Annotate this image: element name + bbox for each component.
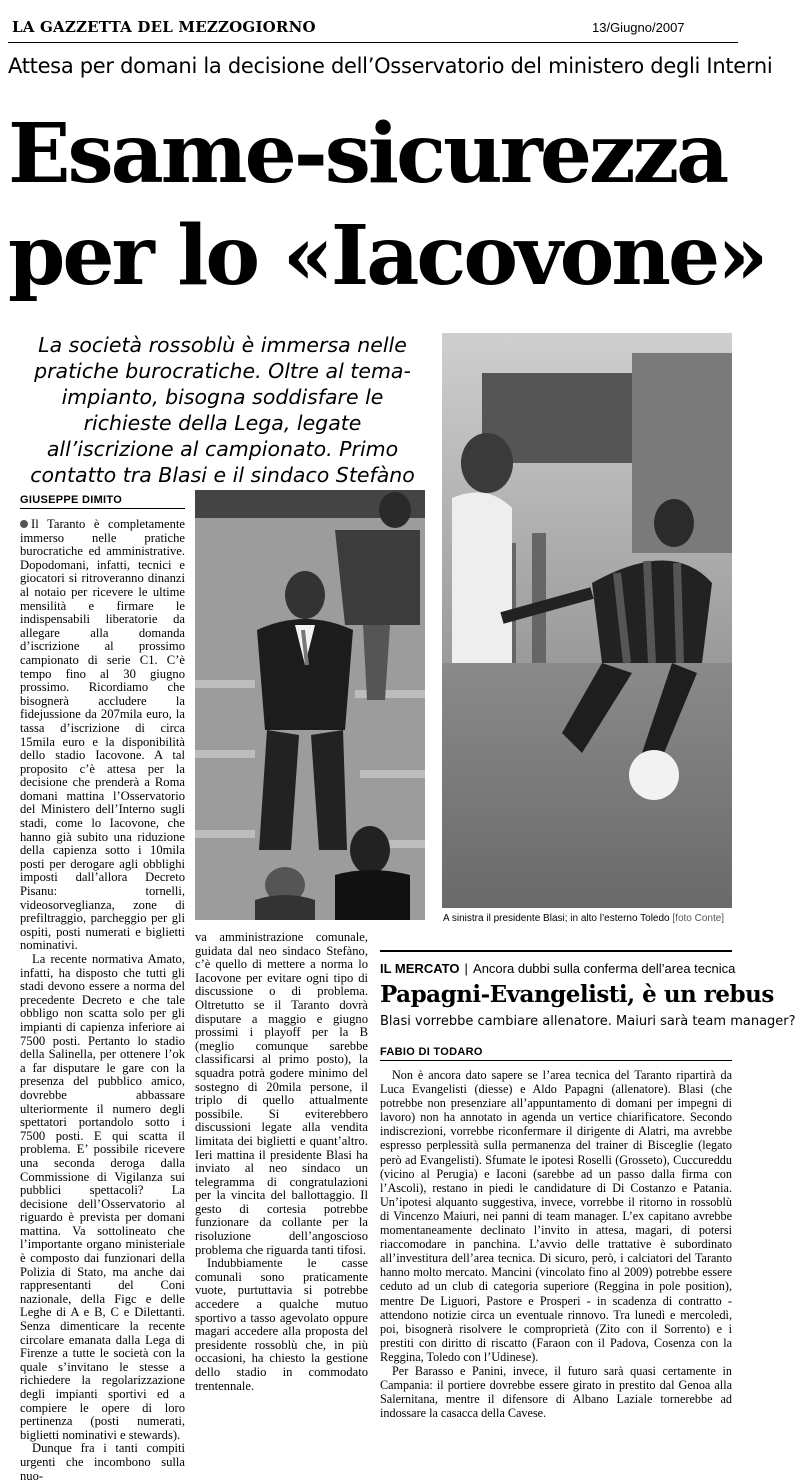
issue-date: 13/Giugno/2007: [592, 20, 685, 35]
mercato-subtitle: Ancora dubbi sulla conferma dell’area tecnica: [473, 961, 736, 976]
photo-president: [195, 490, 425, 920]
photo-player: [442, 333, 732, 908]
col1-paragraph-3: Dunque fra i tanti compiti urgenti che incombono sulla nuo-: [20, 1441, 185, 1483]
photo-credit: [foto Conte]: [672, 913, 725, 924]
mercato-byline-rule: [380, 1060, 732, 1061]
president-photo-image: [195, 490, 425, 920]
mercato-byline: FABIO DI TODARO: [380, 1046, 483, 1058]
col2-paragraph-2: Indubbiamente le casse comunali sono praticamente vuote, purtuttavia si potrebbe accedere a qualche mutuo sportivo a tasso agevolato oppure magari accedere alla proposta del presidente rossoblù che, in più occasioni, ha chiesto la gestione dello stadio in commodato trentennale.: [195, 1256, 368, 1393]
mercato-body: [380, 1068, 732, 1421]
article-kicker: Attesa per domani la decisione dell’Osservatorio del ministero degli Interni: [8, 54, 773, 78]
article-headline: [8, 103, 766, 307]
col1-paragraph-2: La recente normativa Amato, infatti, ha disposto che tutti gli stadi devono essere a norma del precedente Decreto e che tale obbligo non scatta solo per gli impianti di capienza inferiore ai 7500 posti. Pertanto lo stadio della Salinella, per ottenere l’ok a far disputare le gare con la presenza del pubblico amico, dovrebbe abbassare ulteriormente il numero degli spettatori portandolo sotto i 7500 posti. E qui scatta il problema. E’ possibile ricevere una seconda deroga dalla Commissione di Vigilanza sui pubblici spettacoli? La decisione dell’Osservatorio al riguardo è prevista per domani mattina. Va sottolineato che l’importante organo ministeriale è composto dai funzionari della Polizia di Stato, ma anche dai rappresentanti del Coni nazionale, della Figc e delle Leghe di A e B, C e Dilettanti. Senza dimenticare la recente circolare emanata dalla Lega di Firenze a tutte le società con la quale s’invitano le stesse a richiedere la regolarizzazione degli impianti sportivi ed a compiere le opere di loro pertinenza (posti numerati, biglietti nominativi e stewards).: [20, 952, 185, 1442]
mercato-label-row: [380, 958, 740, 977]
byline-rule: [20, 508, 185, 509]
mercato-deck: Blasi vorrebbe cambiare allenatore. Maiuri sarà team manager?: [380, 1014, 796, 1029]
mercato-rule: [380, 950, 732, 952]
player-photo-image: [442, 333, 732, 908]
mercato-paragraph-1: Non è ancora dato sapere se l’area tecnica del Taranto ripartirà da Luca Evangelisti (diesse) e Aldo Papagni (allenatore). Blasi (che potrebbe non presenziare all’appuntamento di domani per impegni di lavoro) non ha annotato in agenda un vertice chiarificatore. Secondo indiscrezioni, vorrebbe riconfermare il dirigente di Alatri, ma avrebbe espresso perplessità sulla permanenza del trainer di Bisceglie (legato però ad Evangelisti). Sfumate le ipotesi Roselli (Grosseto), Cuccureddu (vicino al Perugia) e Iaconi (sarebbe ad un passo dalla firma con l’Ascoli), restano in piedi le candidature di Di Costanzo e Patania. Un’ipotesi alquanto suggestiva, invece, vorrebbe il ritorno in rossoblù di Vincenzo Maiuri, nei panni di team manager. L’ex capitano avrebbe momentaneamente declinato l’invito in attesa, magari, di potersi riaccomodare in panchina. L’avvio delle trattative è subordinato all’investitura dell’area tecnica. Di sicuro, però, i calciatori del Taranto hanno molto mercato. Mancini (vincolato fino al 2009) potrebbe essere ceduto ad un club di categoria superiore (Reggina in pole position), mentre De Liguori, Pastore e Prosperi - in scadenza di contratto - attendono notizie circa un eventuale rinnovo. Tra lunedì e mercoledì, poi, bisognerà risolvere le comproprietà (Zito con il Sorrento) e i prestiti con diritto di riscatto (Faraon con il Padova, Cosenza con la Reggina, Toledo con l’Udinese).: [380, 1068, 732, 1364]
col2-paragraph-1: va amministrazione comunale, guidata dal neo sindaco Stefàno, c’è quello di mettere a norma lo Iacovone per evitare ogni tipo di discussione o di problema. Oltretutto se il Taranto dovrà disputare a maggio e giugno prossimi i playoff per la B (meglio comunque sarebbe classificarsi al primo posto), la squadra potrà godere minimo del sostegno di 20mila persone, il triplo di quello attualmente possibile. Si eviterebbero discussioni legate alla vendita limitata dei biglietti e quant’altro. Ieri mattina il presidente Blasi ha inviato al neo sindaco un telegramma di congratulazioni per la vincita del ballottaggio. Il gesto di cortesia potrebbe funzionare da collante per la risoluzione dell’angoscioso problema che riguarda tanti tifosi.: [195, 930, 368, 1257]
masthead-title: LA GAZZETTA DEL MEZZOGIORNO: [12, 18, 316, 36]
article-byline: GIUSEPPE DIMITO: [20, 494, 123, 506]
photo-caption-row: [443, 913, 733, 924]
photo-caption: A sinistra il presidente Blasi; in alto l’esterno Toledo: [443, 913, 670, 924]
masthead-rule: [8, 42, 738, 43]
headline-line-2: per lo «Iacovone»: [8, 208, 766, 304]
article-col1: [20, 517, 185, 1483]
mercato-paragraph-2: Per Barasso e Panini, invece, il futuro sarà quasi certamente in Campania: il portiere dovrebbe essere girato in prestito dal Genoa alla Salernitana, mentre il difensore di Albano Laziale tornerebbe ad indossare la casacca della Cavese.: [380, 1363, 732, 1421]
mercato-divider: |: [464, 961, 468, 976]
mercato-label: IL MERCATO: [380, 961, 460, 976]
bullet-dot-icon: [20, 520, 28, 528]
article-deck: La società rossoblù è immersa nelle pratiche burocratiche. Oltre al tema-impianto, bisogna soddisfare le richieste della Lega, legate all’iscrizione al campionato. Primo contatto tra Blasi e il sindaco Stefàno: [30, 333, 415, 487]
headline-line-1: Esame-sicurezza: [8, 106, 727, 202]
mercato-headline: Papagni-Evangelisti, è un rebus: [380, 981, 774, 1008]
article-col2: [195, 930, 368, 1393]
col1-paragraph-1: Il Taranto è completamente immerso nelle pratiche burocratiche ed amministrative. Dopodomani, infatti, tecnici e giocatori si ritroveranno dinanzi al notaio per ricevere le ultime mensilità e firmare le indispensabili liberatorie da allegare alla domanda d’iscrizione al prossimo campionato di serie C1. C’è tempo fino al 30 giugno prossimo. Ricordiamo che bisognerà accludere la fidejussione da 207mila euro, la tassa d’iscrizione di circa 15mila euro e la disponibilità dello stadio Iacovone. A tal proposito c’è attesa per la decisione che prenderà a Roma domani mattina l’Osservatorio del Ministero dell’Interno sugli stadi, come lo Iacovone, che hanno già subito una riduzione della capienza sotto i 10mila posti per derogare agli obblighi imposti dall’allora Decreto Pisanu: tornelli, videosorveglianza, zone di prefiltraggio, parcheggio per gli ospiti, posti numerati e biglietti nominativi.: [20, 517, 185, 953]
